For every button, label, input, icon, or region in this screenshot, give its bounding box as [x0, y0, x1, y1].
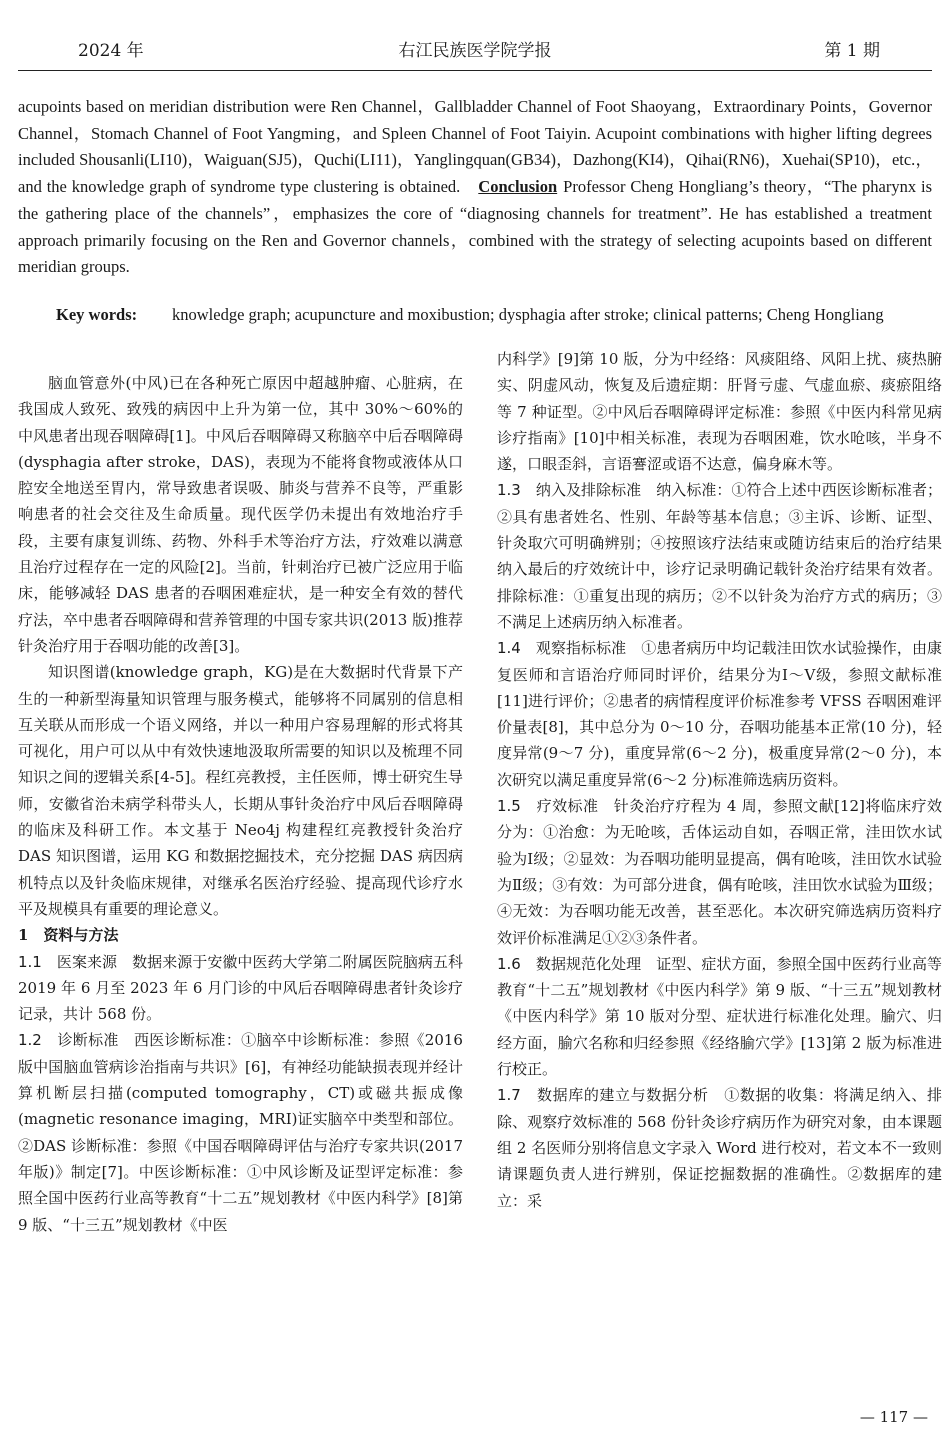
left-column: [18, 370, 463, 1238]
subsection-1-3-text: 纳入标准：①符合上述中西医诊断标准者；②具有患者姓名、性别、年龄等基本信息；③主诉、诊断、证型、针灸取穴可明确辨别；④按照该疗法结束或随访结束后的治疗结果纳入最后的疗效统计中，诊疗记录明确记载针灸治疗结果有效者。排除标准：①重复出现的病历；②不以针灸为治疗方式的病历；③不满足上述病历纳入标准者。: [497, 481, 942, 631]
subsection-1-2-text: 西医诊断标准：①脑卒中诊断标准：参照《2016 版中国脑血管病诊治指南与共识》[6]，有神经功能缺损表现并经计算机断层扫描(computed tomography，CT)或磁共振成像(magnetic resonance imaging，MRI)证实脑卒中类型和部位。②DAS 诊断标准：参照《中国吞咽障碍评估与治疗专家共识(2017 年版)》制定[7]。中医诊断标准：①中风诊断及证型评定标准：参照全国中医药行业高等教育“十二五”规划教材《中医内科学》[8]第 9 版、“十三五”规划教材《中医: [18, 1031, 463, 1234]
subsection-1-6-title: 1.6 数据规范化处理: [497, 954, 642, 973]
subsection-1-2-title: 1.2 诊断标准: [18, 1031, 119, 1050]
section-heading-1: 1 资料与方法: [18, 926, 119, 945]
subsection-1-5: [497, 793, 942, 951]
subsection-1-5-text: 针灸治疗疗程为 4 周，参照文献[12]将临床疗效分为：①治愈：为无呛咳，舌体运动自如，吞咽正常，洼田饮水试验为Ⅰ级；②显效：为吞咽功能明显提高，偶有呛咳，洼田饮水试验为Ⅱ级；③有效：为可部分进食，偶有呛咳，洼田饮水试验为Ⅲ级；④无效：为吞咽功能无改善，甚至恶化。本次研究筛选病历资料疗效评价标准满足①②③条件者。: [497, 797, 942, 947]
subsection-1-3-title: 1.3 纳入及排除标准: [497, 481, 642, 500]
abstract-conclusion-text: Professor Cheng Hongliang’s theory，“The pharynx is the gathering place of the channels”，emphasizes the core of “diagnosing channels for treatment”. He has established a treatment approach primarily focusing on the Ren and Governor channels，combined with the strategy of selecting acupoints based on different meridian groups.: [18, 177, 932, 277]
right-column: [497, 346, 942, 1214]
keywords-label: Key words:: [56, 305, 138, 324]
subsection-1-7: [497, 1082, 942, 1213]
conclusion-label: Conclusion: [478, 177, 558, 197]
intro-paragraph-2: 知识图谱(knowledge graph，KG)是在大数据时代背景下产生的一种新型海量知识管理与服务模式，能够将不同属别的信息相互关联从而形成一个语义网络，并以一种用户容易理解的形式将其可视化，用户可以从中有效快速地汲取所需要的知识以及梳理不同知识之间的逻辑关系[4-5]。程红亮教授，主任医师，博士研究生导师，安徽省治未病学科带头人，长期从事针灸治疗中风后吞咽障碍的临床及科研工作。本文基于 Neo4j 构建程红亮教授针灸治疗 DAS 知识图谱，运用 KG 和数据挖掘技术，充分挖掘 DAS 病因病机特点以及针灸临床规律，对继承名医治疗经验、提高现代诊疗水平及规模具有重要的理论意义。: [18, 663, 463, 918]
subsection-1-6: [497, 951, 942, 1082]
header-year: 2024 年: [78, 41, 144, 61]
page-number: — 117 —: [859, 1408, 928, 1426]
subsection-1-4-title: 1.4 观察指标标准: [497, 639, 627, 658]
subsection-1-4: [497, 635, 942, 793]
continued-paragraph: 内科学》[9]第 10 版，分为中经络：风痰阻络、风阳上扰、痰热腑实、阴虚风动，恢复及后遗症期：肝肾亏虚、气虚血瘀、痰瘀阻络等 7 种证型。②中风后吞咽障碍评定标准：参照《中医内科常见病诊疗指南》[10]中相关标准，表现为吞咽困难，饮水呛咳，半身不遂，口眼歪斜，言语謇涩或语不达意，偏身麻木等。: [497, 350, 942, 474]
subsection-1-2: [18, 1027, 463, 1237]
subsection-1-3: [497, 477, 942, 635]
subsection-1-6-text: 证型、症状方面，参照全国中医药行业高等教育“十二五”规划教材《中医内科学》第 9 版、“十三五”规划教材《中医内科学》第 10 版对分型、症状进行标准化处理。腧穴、归经方面，腧穴名称和归经参照《经络腧穴学》[13]第 2 版为标准进行校正。: [497, 954, 942, 1079]
keywords-text: knowledge graph; acupuncture and moxibustion; dysphagia after stroke; clinical patterns; Cheng Hongliang: [172, 305, 884, 324]
abstract-results-text: acupoints based on meridian distribution were Ren Channel，Gallbladder Channel of Foot Shaoyang，Extraordinary Points，Governor Channel，Stomach Channel of Foot Yangming，and Spleen Channel of Foot Taiyin. Acupoint combinations with higher lifting degrees included Shousanli(LI10)，Waiguan(SJ5)，Quchi(LI11)，Yanglingquan(GB34)，Dazhong(KI4)，Qihai(RN6)，Xuehai(SP10)，etc.，and the knowledge graph of syndrome type clustering is obtained.: [18, 97, 932, 197]
running-header: [18, 36, 932, 66]
intro-paragraph-1: 脑血管意外(中风)已在各种死亡原因中超越肿瘤、心脏病，在我国成人致死、致残的病因中上升为第一位，其中 30%～60%的中风患者出现吞咽障碍[1]。中风后吞咽障碍又称脑卒中后吞咽障碍(dysphagia after stroke，DAS)，表现为不能将食物或液体从口腔安全地送至胃内，常导致患者误吸、肺炎与营养不良等，严重影响患者的社会交往及生命质量。现代医学仍未提出有效地治疗手段，主要有康复训练、药物、外科手术等治疗方法，疗效难以满意且治疗过程存在一定的风险[2]。当前，针刺治疗已被广泛应用于临床，能够减轻 DAS 患者的吞咽困难症状，是一种安全有效的替代疗法，卒中患者吞咽障碍和营养管理的中国专家共识(2013 版)推荐针灸治疗用于吞咽功能的改善[3]。: [18, 374, 463, 655]
subsection-1-1: [18, 949, 463, 1028]
subsection-1-7-text: ①数据的收集：将满足纳入、排除、观察疗效标准的 568 份针灸诊疗病历作为研究对象，由本课题组 2 名医师分别将信息文字录入 Word 进行校对，若文本不一致则请课题负责人进行辨别，保证挖掘数据的准确性。②数据库的建立：采: [497, 1086, 942, 1210]
subsection-1-5-title: 1.5 疗效标准: [497, 797, 599, 816]
subsection-1-1-title: 1.1 医案来源: [18, 952, 118, 971]
keywords-block: [56, 302, 932, 328]
subsection-1-7-title: 1.7 数据库的建立与数据分析: [497, 1086, 709, 1105]
header-issue: 第 1 期: [824, 41, 880, 61]
subsection-1-1-text: 数据来源于安徽中医药大学第二附属医院脑病五科 2019 年 6 月至 2023 年 6 月门诊的中风后吞咽障碍患者针灸诊疗记录，共计 568 份。: [18, 952, 463, 1024]
english-abstract: [18, 94, 932, 281]
header-rule: [18, 70, 932, 71]
subsection-1-4-text: ①患者病历中均记载洼田饮水试验操作，由康复医师和言语治疗师同时评价，结果分为Ⅰ～Ⅴ级，参照文献标准[11]进行评价；②患者的病情程度评价标准参考 VFSS 吞咽困难评价量表[8]，其中总分为 0～10 分，吞咽功能基本正常(10 分)，轻度异常(9～7 分)，重度异常(6～2 分)，极重度异常(2～0 分)，本次研究以满足重度异常(6～2 分)标准筛选病历资料。: [497, 639, 942, 789]
header-journal-title: 右江民族医学院学报: [398, 41, 552, 61]
